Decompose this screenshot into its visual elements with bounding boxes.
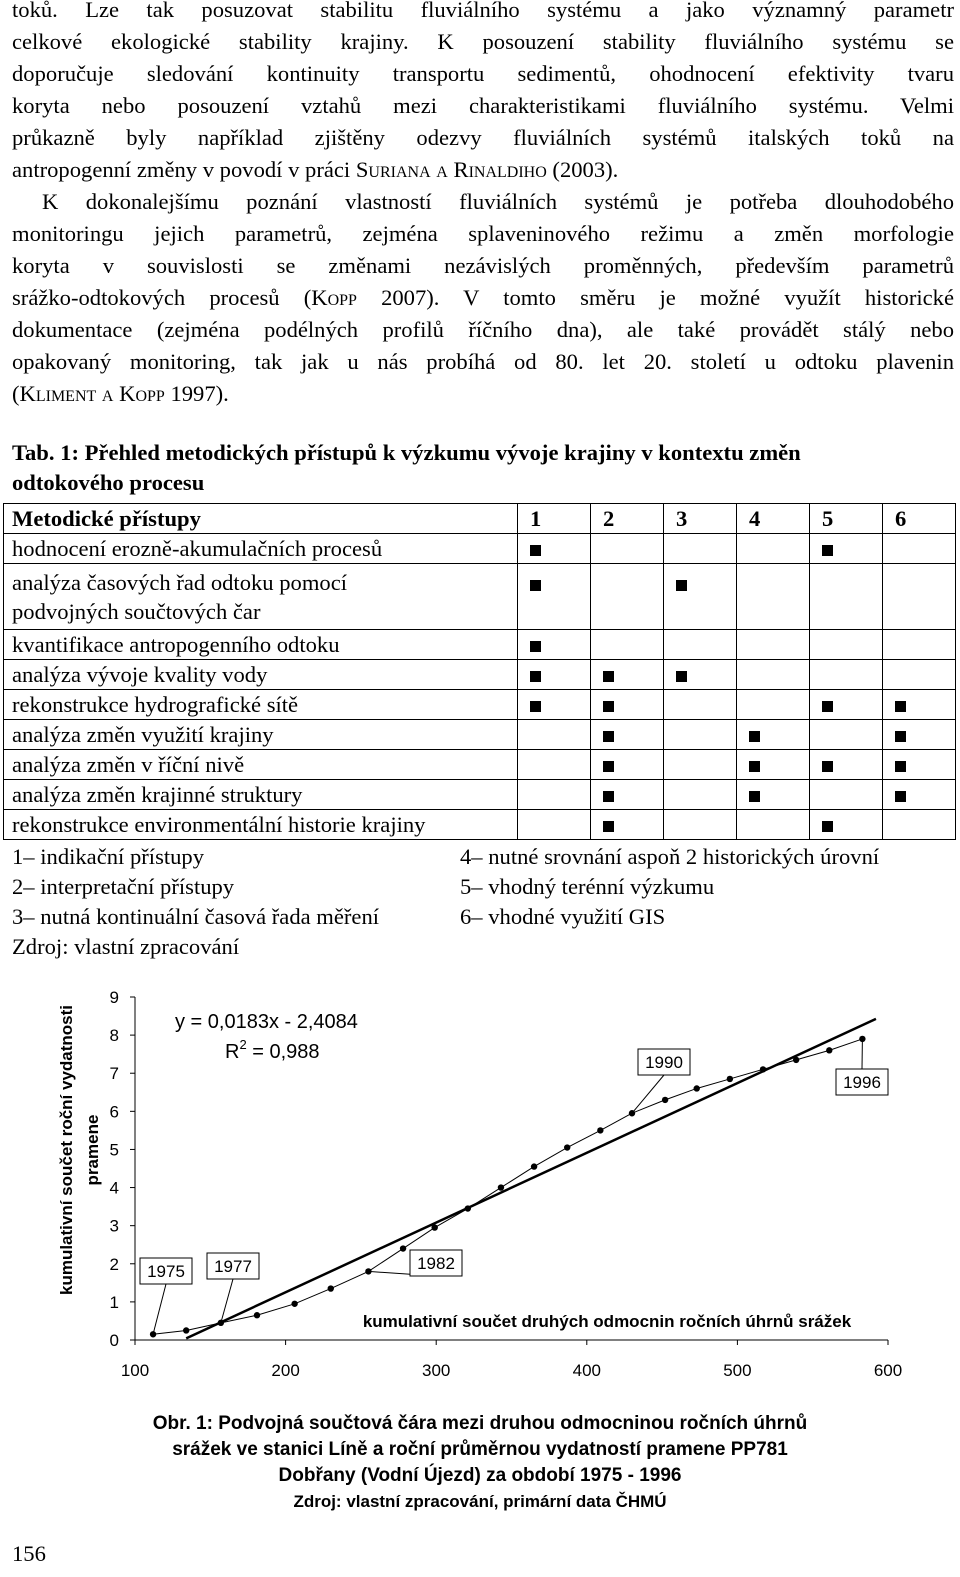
mark-square — [603, 671, 614, 682]
row-label: analýza změn využití krajiny — [4, 720, 518, 750]
callout-pointer — [632, 1075, 664, 1113]
data-point — [826, 1047, 832, 1053]
y-tick-label: 1 — [109, 1292, 119, 1312]
data-point — [465, 1205, 471, 1211]
table-header-cell: 2 — [591, 504, 664, 534]
table-row — [4, 720, 956, 750]
y-axis-label: kumulativní součet roční vydatnosti — [57, 1004, 76, 1296]
citation-author: Rinaldiho — [453, 157, 547, 182]
callout-label: 1996 — [843, 1073, 881, 1092]
data-point — [498, 1184, 504, 1190]
text-line: koryta nebo posouzení vztahů mezi charakteristikami fluviálního systému. Velmi — [12, 93, 954, 118]
double-mass-chart — [0, 980, 960, 1400]
text-line: doporučuje sledování kontinuity transportu sedimentů, ohodnocení efektivity tvaru — [12, 61, 954, 86]
row-label: kvantifikace antropogenního odtoku — [4, 630, 518, 660]
text-line: monitoringu jejich parametrů, zejména splaveninového režimu a změn morfologie — [12, 221, 954, 246]
y-tick-label: 6 — [109, 1102, 119, 1122]
row-label: analýza změn v říční nivě — [4, 750, 518, 780]
mark-square — [530, 545, 541, 556]
row-label: hodnocení erozně-akumulačních procesů — [4, 534, 518, 564]
row-label: analýza časových řad odtoku pomocí podvojných součtových čar — [4, 564, 518, 630]
text-line: antropogenní změny v povodí v práci Suriana a Rinaldiho (2003). — [12, 157, 619, 182]
x-tick-label: 100 — [120, 1361, 150, 1380]
text-line: celkové ekologické stability krajiny. K posouzení stability fluviálního systému se — [12, 29, 954, 54]
mark-square — [603, 701, 614, 712]
data-point — [531, 1163, 537, 1169]
mark-square — [822, 545, 833, 556]
y-tick-label: 2 — [109, 1254, 119, 1274]
table-legend-right: 4– nutné srovnání aspoň 2 historických úrovní 5– vhodný terénní výzkumu 6– vhodné využití GIS — [460, 844, 880, 929]
regression-equation: y = 0,0183x - 2,4084 — [175, 1011, 358, 1033]
data-point — [328, 1285, 334, 1291]
text-line: srážko-odtokových procesů (Kopp 2007). V tomto směru je možné využít historické — [12, 285, 954, 310]
series-line — [153, 1039, 862, 1334]
citation-author: Suriana — [355, 157, 431, 182]
mark-square — [895, 701, 906, 712]
table-row — [4, 810, 956, 840]
data-point — [760, 1066, 766, 1072]
row-label: rekonstrukce environmentální historie krajiny — [4, 810, 518, 840]
citation-author: Kliment — [19, 381, 97, 406]
text-line: průkazně byly například zjištěny odezvy fluviálních systémů italských toků na — [12, 125, 954, 150]
methods-table — [3, 503, 956, 840]
data-point — [218, 1320, 224, 1326]
table-header-cell: 5 — [810, 504, 883, 534]
mark-square — [676, 671, 687, 682]
table-source: Zdroj: vlastní zpracování — [12, 934, 240, 959]
text-line: toků. Lze tak posuzovat stabilitu fluviálního systému a jako významný parametr — [12, 0, 954, 22]
data-point — [183, 1327, 189, 1333]
mark-square — [749, 731, 760, 742]
data-point — [564, 1144, 570, 1150]
mark-square — [822, 821, 833, 832]
y-tick-label: 5 — [109, 1140, 119, 1160]
y-axis-label: pramene — [83, 1114, 102, 1186]
figure-caption: Obr. 1: Podvojná součtová čára mezi druhou odmocninou ročních úhrnů srážek ve stanici Líně a roční průměrnou vydatností pramene PP781 Dobřany (Vodní Újezd) za období 1975 - 1996 Zdroj: vlastní zpracování, primární data ČHMÚ — [60, 1411, 900, 1515]
data-point — [291, 1301, 297, 1307]
x-tick-label: 300 — [422, 1361, 451, 1380]
table-header-cell: 3 — [664, 504, 737, 534]
mark-square — [895, 731, 906, 742]
y-tick-label: 3 — [109, 1216, 119, 1236]
mark-square — [822, 701, 833, 712]
x-axis-label: kumulativní součet druhých odmocnin ročních úhrnů srážek — [362, 1312, 852, 1331]
r-squared-label: $R^2 = 0,988$ — [225, 1037, 320, 1063]
text-line: dokumentace (zejména podélných profilů říčního dna), ale také provádět stálý nebo — [12, 317, 954, 342]
table-header-cell: Metodické přístupy — [4, 504, 518, 534]
mark-square — [530, 701, 541, 712]
mark-square — [603, 731, 614, 742]
mark-square — [603, 821, 614, 832]
mark-square — [603, 761, 614, 772]
text-line: (Kliment a Kopp 1997). — [12, 381, 229, 406]
callout-label: 1975 — [147, 1262, 185, 1281]
mark-square — [895, 791, 906, 802]
mark-square — [676, 580, 687, 591]
data-point — [694, 1085, 700, 1091]
y-tick-label: 4 — [109, 1178, 119, 1198]
table-row — [4, 750, 956, 780]
mark-square — [895, 761, 906, 772]
citation-author: Kopp — [311, 285, 357, 310]
table-header-row — [4, 504, 956, 534]
callout-label: 1990 — [645, 1053, 683, 1072]
mark-square — [530, 641, 541, 652]
callout-pointer — [153, 1284, 166, 1334]
table-row — [4, 630, 956, 660]
y-tick-label: 7 — [109, 1064, 119, 1084]
y-tick-label: 9 — [109, 988, 119, 1007]
paragraph-1 — [12, 0, 954, 186]
row-label: rekonstrukce hydrografické sítě — [4, 690, 518, 720]
table-row — [4, 534, 956, 564]
y-tick-label: 8 — [109, 1026, 119, 1046]
callout-label: 1977 — [214, 1257, 252, 1276]
text-line: K dokonalejšímu poznání vlastností fluviálních systémů je potřeba dlouhodobého — [42, 189, 954, 214]
table-legend-left: 1– indikační přístupy 2– interpretační přístupy 3– nutná kontinuální časová řada měření Zdroj: vlastní zpracování — [12, 842, 379, 962]
x-tick-label: 400 — [572, 1361, 601, 1380]
figure-source: Zdroj: vlastní zpracování, primární data ČHMÚ — [293, 1492, 667, 1511]
table-header-cell: 6 — [883, 504, 956, 534]
data-point — [254, 1312, 260, 1318]
data-point — [431, 1224, 437, 1230]
table-row — [4, 780, 956, 810]
x-tick-label: 500 — [723, 1361, 752, 1380]
data-point — [727, 1076, 733, 1082]
table-caption: Tab. 1: Přehled metodických přístupů k výzkumu vývoje krajiny v kontextu změn odtokového procesu — [12, 440, 801, 495]
mark-square — [603, 791, 614, 802]
mark-square — [749, 761, 760, 772]
paragraph-2 — [12, 186, 954, 410]
x-tick-label: 600 — [873, 1361, 903, 1380]
mark-square — [530, 580, 541, 591]
x-tick-label: 200 — [271, 1361, 300, 1380]
citation-author: Kopp — [119, 381, 165, 406]
text-line: opakovaný monitoring, tak jak u nás probíhá od 80. let 20. století u odtoku plavenin — [12, 349, 954, 374]
data-point — [662, 1097, 668, 1103]
table-row — [4, 690, 956, 720]
mark-square — [530, 671, 541, 682]
table-row — [4, 564, 956, 630]
text-line: koryta v souvislosti se změnami nezávislých proměnných, především parametrů — [12, 253, 954, 278]
data-point — [597, 1127, 603, 1133]
data-point — [400, 1245, 406, 1251]
table-header-cell: 1 — [518, 504, 591, 534]
mark-square — [822, 761, 833, 772]
row-label: analýza vývoje kvality vody — [4, 660, 518, 690]
callout-label: 1982 — [417, 1254, 455, 1273]
table-row — [4, 660, 956, 690]
y-tick-label: 0 — [109, 1331, 119, 1350]
mark-square — [749, 791, 760, 802]
page-number: 156 — [12, 1541, 46, 1566]
table-header-cell: 4 — [737, 504, 810, 534]
data-point — [793, 1057, 799, 1063]
row-label: analýza změn krajinné struktury — [4, 780, 518, 810]
